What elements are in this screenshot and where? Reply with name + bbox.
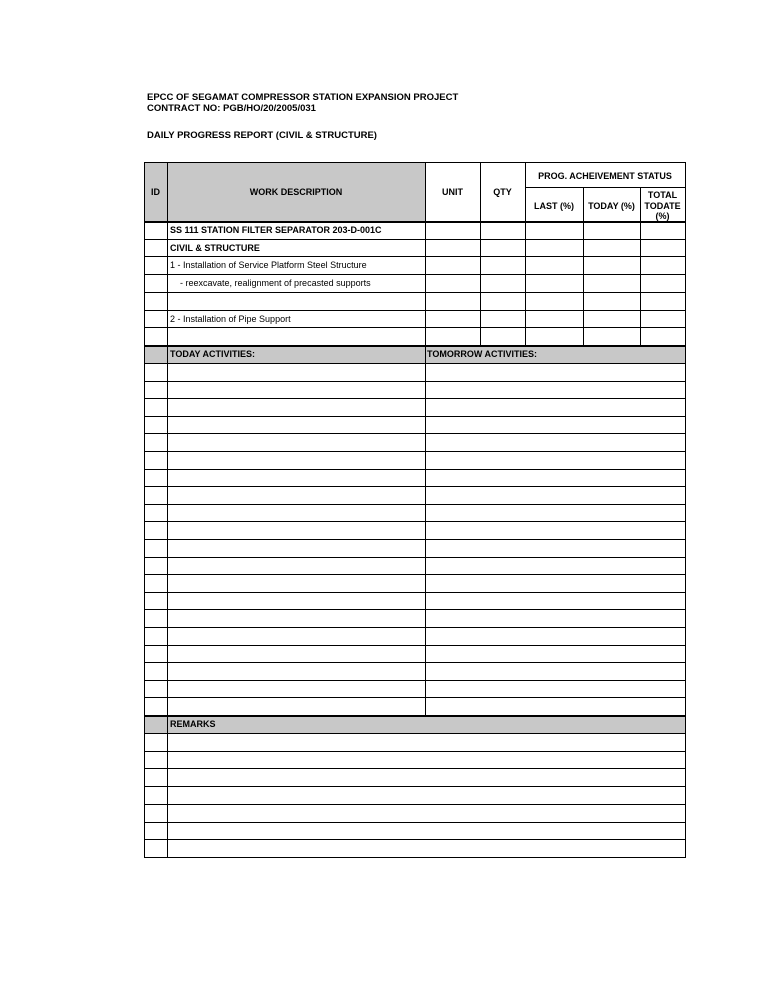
tomorrow-activities-label: TOMORROW ACTIVITIES: — [427, 349, 537, 359]
status-divider — [525, 187, 685, 188]
remarks-row — [145, 839, 685, 840]
work-row-description: 2 - Installation of Pipe Support — [170, 313, 291, 324]
activity-row — [145, 433, 685, 434]
activity-row — [145, 416, 685, 417]
project-title: EPCC OF SEGAMAT COMPRESSOR STATION EXPANSION PROJECT — [147, 92, 459, 103]
contract-number: CONTRACT NO: PGB/HO/20/2005/031 — [147, 103, 316, 114]
activity-row — [145, 592, 685, 593]
activity-row — [145, 486, 685, 487]
header-total: TOTAL TODATE (%) — [644, 190, 681, 221]
remarks-row — [145, 786, 685, 787]
remarks-row — [145, 751, 685, 752]
activity-row — [145, 539, 685, 540]
header-id: ID — [151, 187, 160, 197]
activity-row — [145, 609, 685, 610]
header-today: TODAY (%) — [588, 201, 635, 211]
activity-row — [145, 557, 685, 558]
activity-row — [145, 662, 685, 663]
activity-row — [145, 574, 685, 575]
report-title: DAILY PROGRESS REPORT (CIVIL & STRUCTURE) — [147, 130, 377, 141]
today-activities-label: TODAY ACTIVITIES: — [170, 349, 256, 359]
header-last: LAST (%) — [534, 201, 574, 211]
remarks-row — [145, 822, 685, 823]
header-work-description: WORK DESCRIPTION — [249, 187, 343, 197]
header-qty: QTY — [493, 187, 512, 197]
activity-row — [145, 381, 685, 382]
activity-row — [145, 504, 685, 505]
work-row-description: SS 111 STATION FILTER SEPARATOR 203-D-001C — [170, 225, 382, 235]
work-row-description: - reexcavate, realignment of precasted supports — [170, 278, 371, 289]
activity-row — [145, 469, 685, 470]
activity-row — [145, 398, 685, 399]
header-bottom-line — [145, 221, 685, 223]
remarks-row — [145, 804, 685, 805]
activity-row — [145, 627, 685, 628]
activity-row — [145, 451, 685, 452]
header-unit: UNIT — [442, 187, 463, 197]
remarks-header-shade — [145, 715, 685, 733]
activity-row — [145, 680, 685, 681]
progress-form — [144, 162, 686, 858]
activity-row — [145, 645, 685, 646]
activity-row — [145, 521, 685, 522]
work-row-description: 1 - Installation of Service Platform Steel Structure — [170, 260, 367, 271]
remarks-row — [145, 768, 685, 769]
header-prog-status: PROG. ACHEIVEMENT STATUS — [538, 171, 672, 181]
activity-row — [145, 697, 685, 698]
remarks-label: REMARKS — [170, 719, 216, 729]
work-row-description: CIVIL & STRUCTURE — [170, 242, 260, 253]
